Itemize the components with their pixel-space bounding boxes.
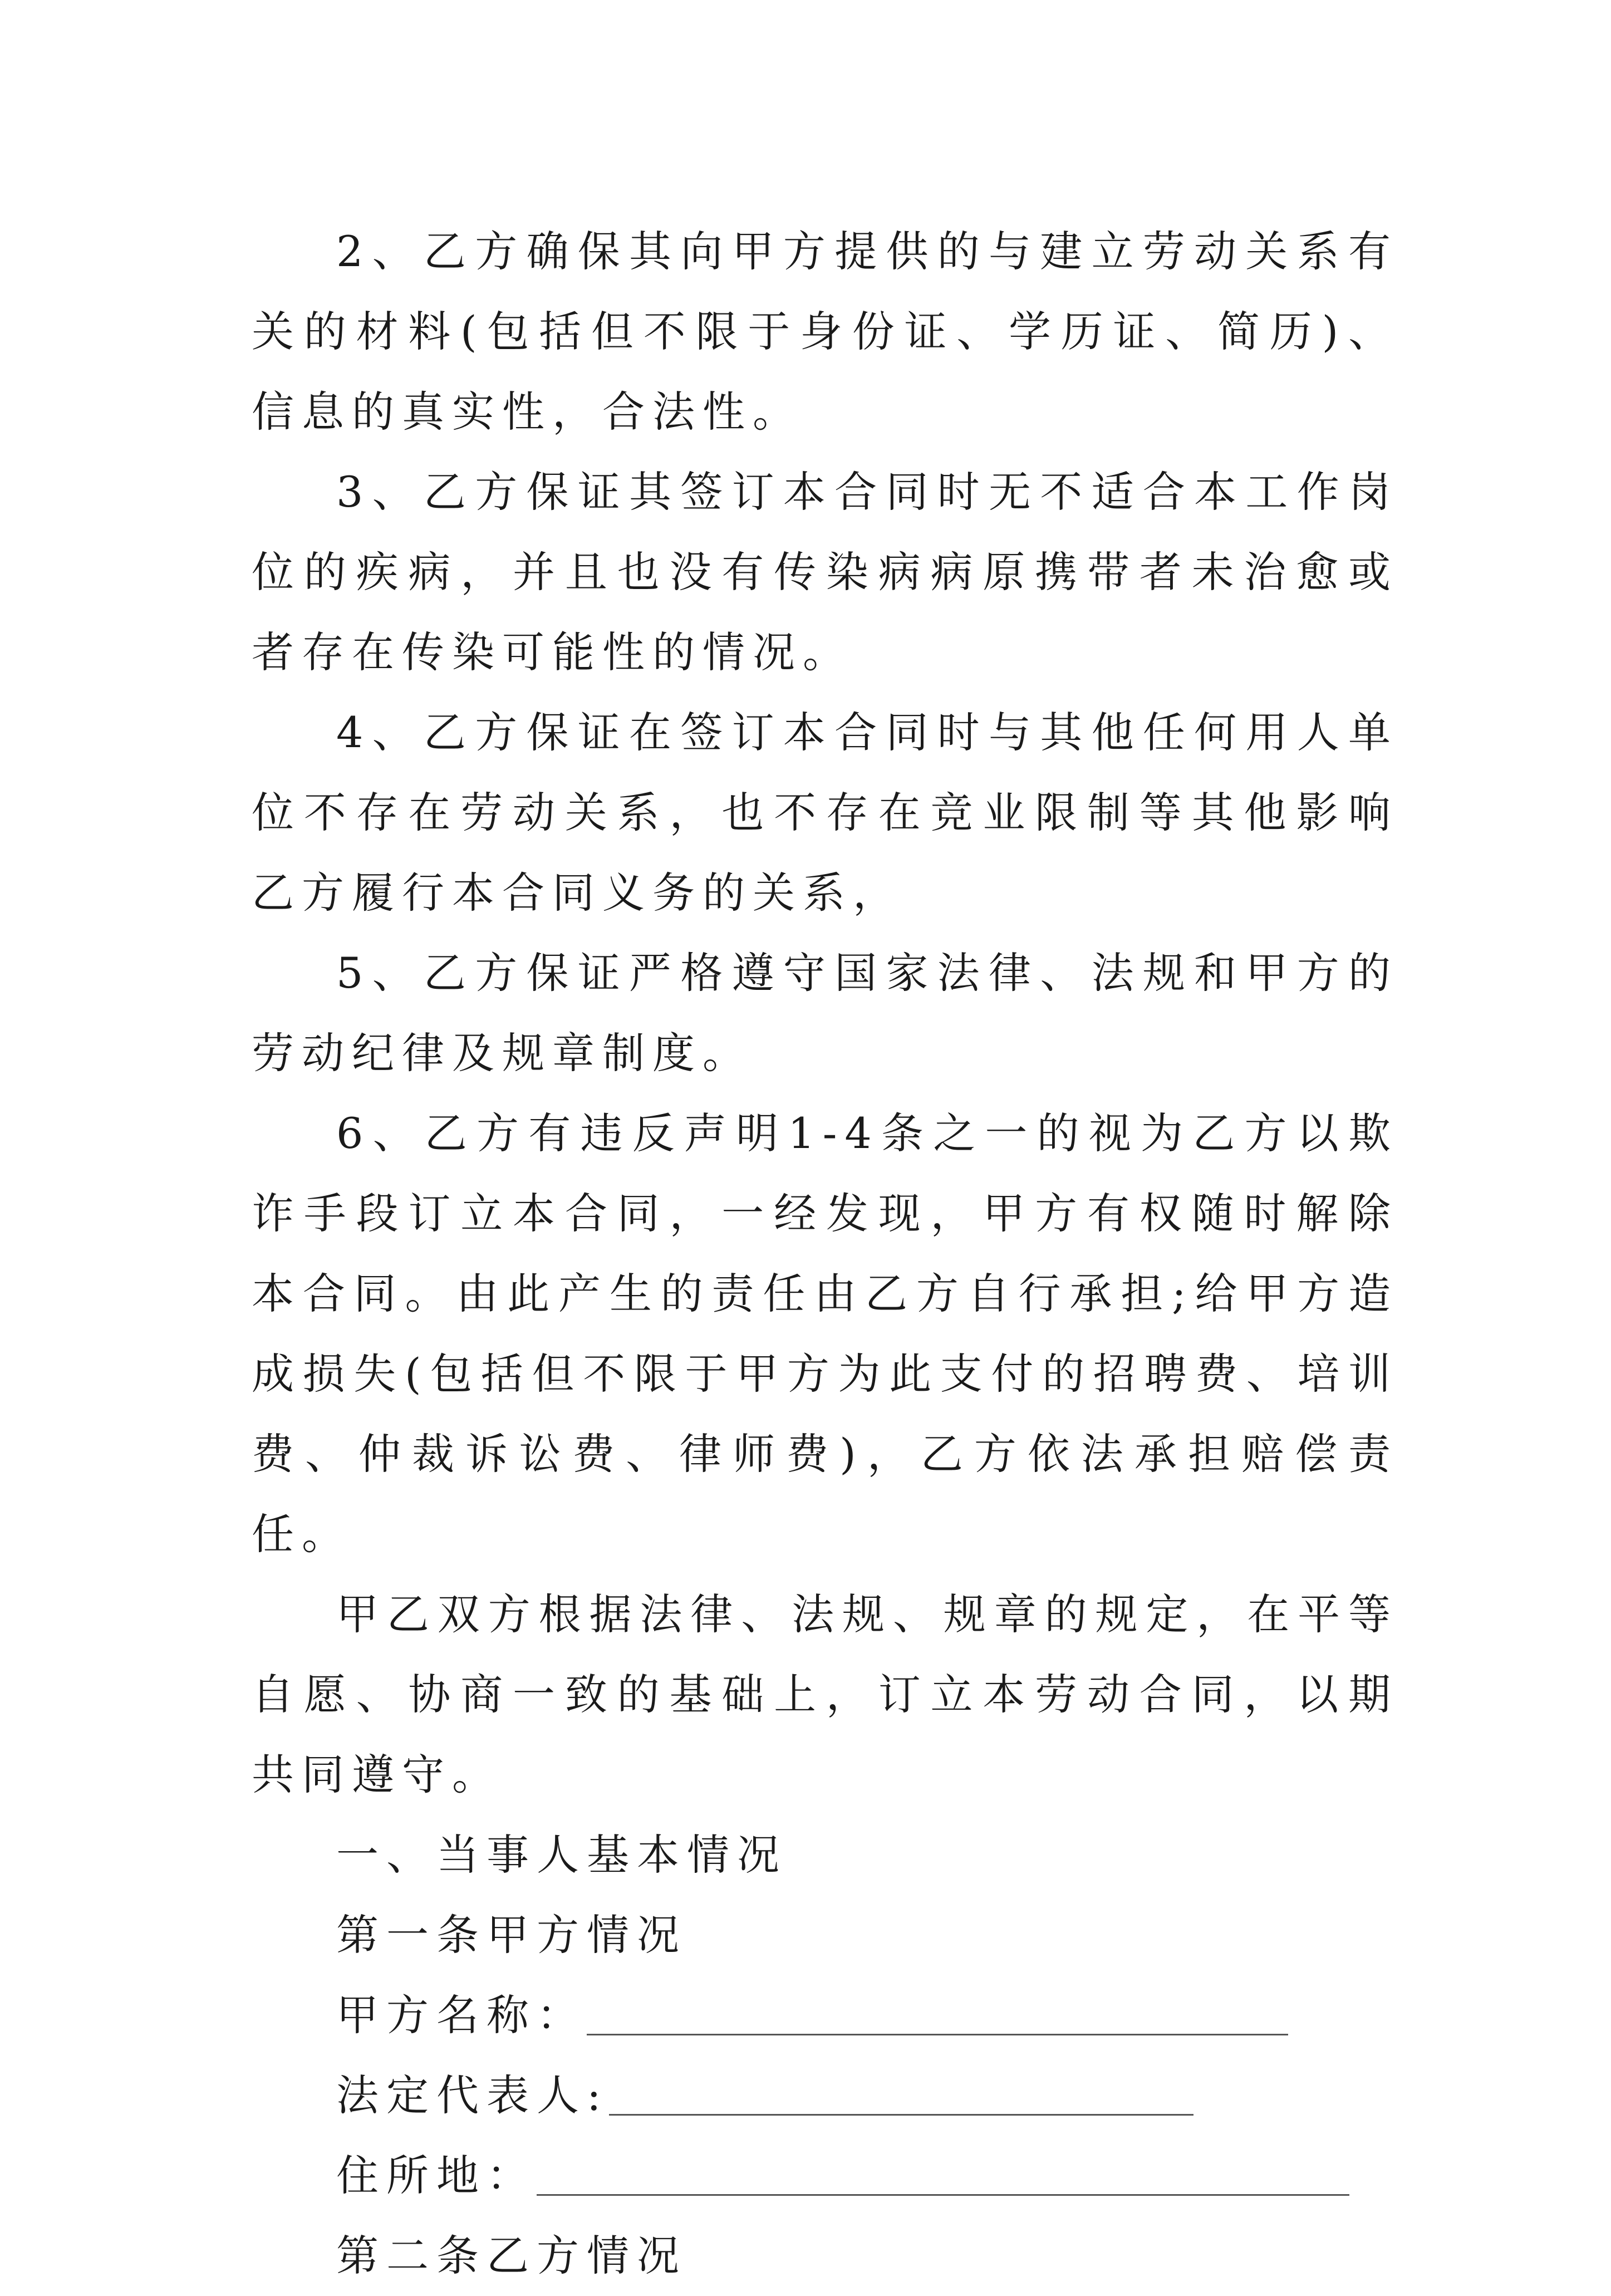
article-1-heading [252,1895,1398,1975]
clause-3: 3、乙方保证其签订本合同时无不适合本工作岗位的疾病，并且也没有传染病病原携带者未治愈或者存在传染可能性的情况。 [252,467,1398,677]
legal-representative-blank[interactable] [609,2114,1193,2116]
clause-2: 2、乙方确保其向甲方提供的与建立劳动关系有关的材料(包括但不限于身份证、学历证、简历)、信息的真实性，合法性。 [252,227,1398,436]
address-row [252,2136,1398,2216]
clause-6: 6、乙方有违反声明1-4条之一的视为乙方以欺诈手段订立本合同，一经发现，甲方有权随时解除本合同。由此产生的责任由乙方自行承担;给甲方造成损失(包括但不限于甲方为此支付的招聘费、培训费、仲裁诉讼费、律师费)，乙方依法承担赔偿责任。 [252,1108,1398,1559]
party-a-name-row [252,1975,1398,2055]
article-2-heading [252,2216,1398,2296]
address-blank[interactable] [537,2194,1349,2196]
party-a-name-blank[interactable] [587,2034,1288,2035]
legal-representative-label: 法定代表人: [336,2071,609,2120]
section-heading [252,1815,1398,1895]
document-page [252,212,1398,2296]
party-a-name-label: 甲方名称： [336,1990,587,2040]
article-2-heading-text: 第二条乙方情况 [336,2231,687,2280]
section-heading-text: 一、当事人基本情况 [336,1830,787,1880]
clause-5: 5、乙方保证严格遵守国家法律、法规和甲方的劳动纪律及规章制度。 [252,948,1398,1078]
legal-representative-row [252,2055,1398,2136]
preamble-paragraph: 甲乙双方根据法律、法规、规章的规定，在平等自愿、协商一致的基础上，订立本劳动合同，以期共同遵守。 [252,1589,1398,1799]
address-label: 住所地： [336,2151,537,2200]
clause-4: 4、乙方保证在签订本合同时与其他任何用人单位不存在劳动关系，也不存在竞业限制等其他影响乙方履行本合同义务的关系， [252,708,1398,918]
article-1-heading-text: 第一条甲方情况 [336,1910,687,1960]
